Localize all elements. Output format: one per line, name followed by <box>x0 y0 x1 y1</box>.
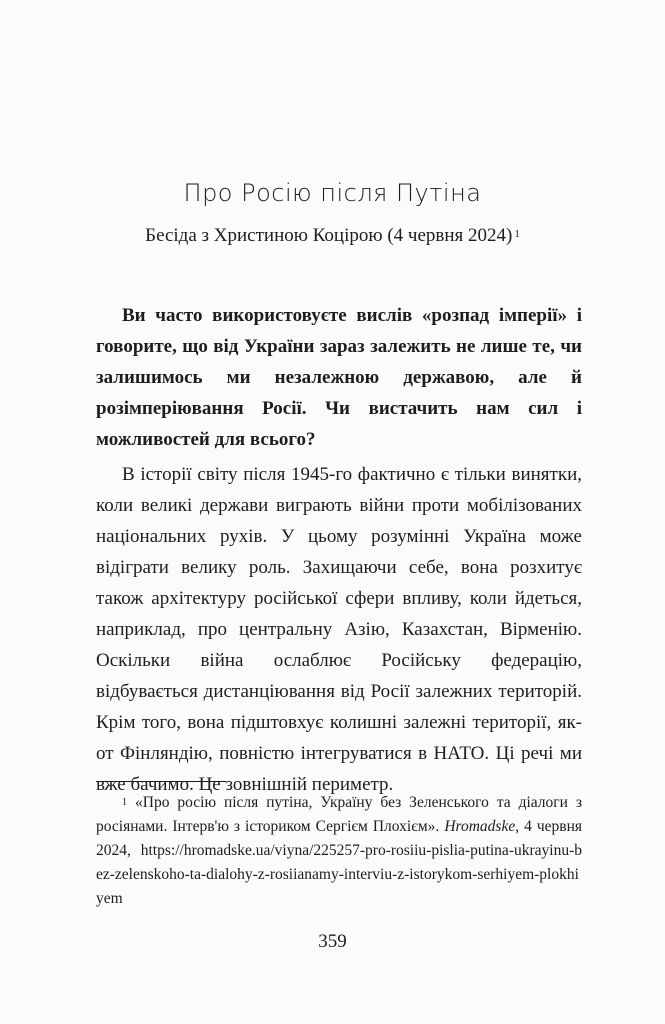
footnote-url: https://hromadske.ua/viyna/225257-pro-rosiiu-pislia-putina-ukrayinu-bez-zelenskoho-ta-dialohy-z-rosiianamy-interviu-z-istorykom-serhiyem-plokhiyem <box>96 842 582 907</box>
page-number: 359 <box>318 931 347 952</box>
interview-question: Ви часто використовуєте вислів «розпад імперії» і говорите, що від України зараз залежить не лише те, чи залишимось ми незалежною державою, але й розімперіювання Росії. Чи вистачить нам сил і можливостей для всього? <box>96 305 582 450</box>
interview-answer: В історії світу після 1945-го фактично є тільки винятки, коли великі держави виграють війни проти мобілізованих національних рухів. У цьому розумінні Україна може відіграти велику роль. Захищаючи себе, вона розхитує також архітектуру російської сфери впливу, коли йдеться, наприклад, про центральну Азію, Казахстан, Вірменію. Оскільки війна ослаблює Російську федерацію, відбувається дистанціювання від Росії залежних територій. Крім того, вона підштовхує колишні залежні території, як-от Фінляндію, повністю інтегруватися в НАТО. Ці речі ми вже бачимо. Це зовнішній периметр. <box>96 464 582 795</box>
subtitle-text: Бесіда з Христиною Коцірою (4 червня 2024) <box>145 225 513 246</box>
footnote-source: Hromadske <box>444 818 516 835</box>
footnote-text-before: «Про росію після путіна, Україну без Зеленського та діалоги з росіянами. Інтерв'ю з істориком Сергієм Плохієм». <box>96 794 582 835</box>
chapter-title: Про Росію після Путіна <box>183 179 482 207</box>
footnote-reference: 1 <box>514 228 520 240</box>
footnote-divider <box>96 781 226 782</box>
footnote-number: 1 <box>122 797 127 808</box>
footnote <box>96 791 582 911</box>
footnote-text-after: , 4 червня 2024, <box>96 818 582 859</box>
chapter-subtitle <box>0 222 665 250</box>
